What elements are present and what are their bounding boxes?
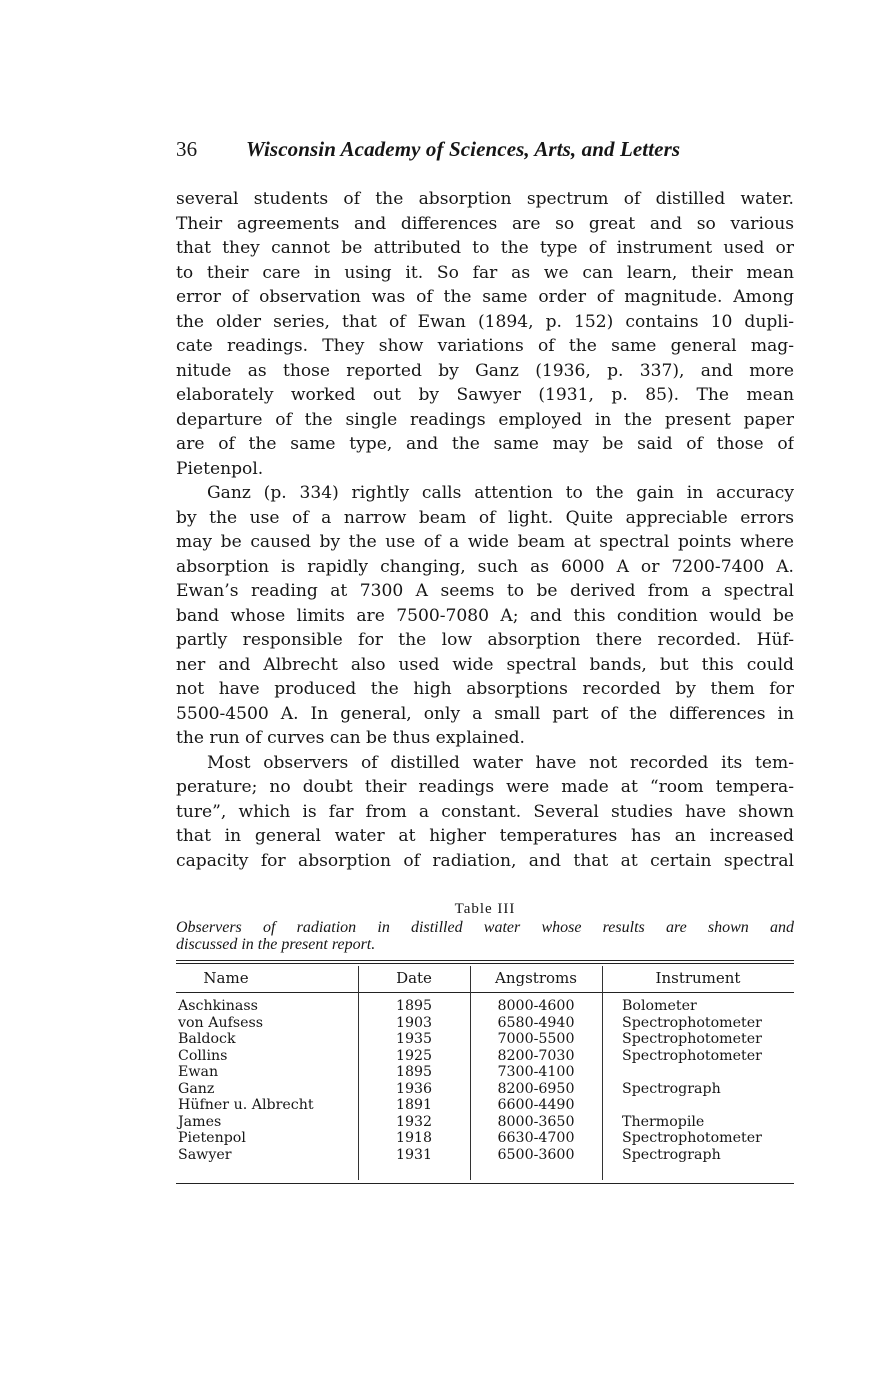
name-cell: Sawyer (178, 1146, 232, 1163)
date-cell: 1925 (395, 1047, 433, 1064)
text-line: Pietenpol. (176, 458, 264, 479)
paragraph-3 (176, 751, 794, 874)
text-line: are of the same type, and the same may be said of those of (176, 434, 794, 454)
date-cell: 1895 (395, 1064, 433, 1080)
angstroms-cell: 6580-4940 (497, 1014, 575, 1031)
date-cell: 1918 (395, 1130, 433, 1146)
name-column (178, 998, 356, 1163)
angstroms-cell: 6600-4490 (497, 1097, 575, 1113)
angstroms-column (470, 998, 602, 1163)
angstroms-cell: 6630-4700 (497, 1130, 575, 1146)
instrument-cell (622, 1097, 794, 1114)
table-caption (176, 899, 794, 953)
text-line: that in general water at higher temperatures has an increased (176, 826, 794, 846)
text-line: may be caused by the use of a wide beam at spectral points where (176, 532, 794, 552)
angstroms-cell: 8200-7030 (497, 1047, 575, 1064)
table-top-rule (176, 963, 794, 964)
text-line: Ganz (p. 334) rightly calls attention to the gain in accuracy (207, 483, 794, 503)
text-line: Their agreements and differences are so great and so various (176, 213, 794, 234)
date-column (358, 998, 470, 1163)
text-line: error of observation was of the same order of magnitude. Among (176, 287, 794, 307)
angstroms-cell: 7000-5500 (497, 1031, 575, 1047)
instrument-cell: Spectrograph (622, 1146, 721, 1163)
name-cell: Baldock (178, 1031, 236, 1047)
header-angstroms: Angstroms (495, 969, 577, 987)
date-cell: 1932 (395, 1113, 433, 1130)
text-line: that they cannot be attributed to the type of instrument used or (176, 238, 794, 258)
journal-title: Wisconsin Academy of Sciences, Arts, and Letters (246, 137, 681, 161)
caption-line: discussed in the present report. (176, 936, 376, 953)
table-top-rule (176, 960, 794, 961)
instrument-column (622, 998, 794, 1163)
text-line: Most observers of distilled water have not recorded its tem- (207, 752, 794, 773)
instrument-cell: Spectrophotometer (622, 1031, 762, 1047)
header-instrument: Instrument (655, 969, 741, 987)
date-cell: 1931 (395, 1146, 433, 1163)
text-line: partly responsible for the low absorption there recorded. Hüf- (176, 630, 794, 650)
text-line: ture”, which is far from a constant. Several studies have shown (176, 801, 794, 822)
instrument-cell: Bolometer (622, 998, 697, 1014)
angstroms-cell: 6500-3600 (497, 1146, 575, 1163)
text-line: the run of curves can be thus explained. (176, 728, 525, 748)
text-line: elaborately worked out by Sawyer (1931, p. 85). The mean (176, 385, 794, 405)
paragraph-2 (176, 481, 794, 751)
text-line: cate readings. They show variations of the same general mag- (176, 336, 794, 356)
table-title: Table III (454, 901, 516, 917)
date-cell: 1935 (395, 1031, 433, 1047)
header-date: Date (396, 969, 432, 987)
instrument-cell: Thermopile (622, 1113, 705, 1130)
angstroms-cell: 8200-6950 (497, 1080, 575, 1097)
text-line: capacity for absorption of radiation, and that at certain spectral (176, 850, 794, 871)
date-cell: 1891 (395, 1097, 433, 1113)
paragraph-1 (176, 187, 794, 481)
text-line: the older series, that of Ewan (1894, p. 152) contains 10 dupli- (176, 311, 794, 332)
name-cell: Aschkinass (178, 998, 258, 1014)
name-cell: Pietenpol (178, 1130, 246, 1146)
text-line: departure of the single readings employed in the present paper (176, 409, 794, 430)
date-cell: 1903 (395, 1014, 433, 1031)
text-line: ner and Albrecht also used wide spectral bands, but this could (176, 654, 794, 675)
header-name: Name (203, 969, 249, 987)
table-bottom-rule (176, 1183, 794, 1184)
text-line: several students of the absorption spectrum of distilled water. (176, 189, 794, 209)
instrument-cell (622, 1064, 794, 1081)
name-cell: von Aufsess (178, 1014, 264, 1031)
text-line: absorption is rapidly changing, such as 6000 A or 7200-7400 A. (176, 556, 794, 577)
header-rule (176, 992, 794, 993)
name-cell: Ewan (178, 1064, 219, 1080)
text-line: not have produced the high absorptions recorded by them for (176, 679, 794, 699)
instrument-cell: Spectrophotometer (622, 1014, 762, 1031)
name-cell: Hüfner u. Albrecht (178, 1097, 314, 1113)
date-cell: 1895 (395, 998, 433, 1014)
name-cell: James (178, 1113, 222, 1130)
instrument-cell: Spectrophotometer (622, 1130, 762, 1146)
body-text (176, 187, 794, 873)
name-cell: Collins (178, 1047, 228, 1064)
column-divider (602, 966, 603, 1180)
text-line: perature; no doubt their readings were made at “room tempera- (176, 777, 794, 797)
text-line: band whose limits are 7500-7080 A; and this condition would be (176, 605, 794, 626)
name-cell: Ganz (178, 1080, 215, 1097)
angstroms-cell: 7300-4100 (497, 1064, 575, 1080)
text-line: by the use of a narrow beam of light. Quite appreciable errors (176, 507, 794, 528)
text-line: 5500-4500 A. In general, only a small part of the differences in (176, 703, 794, 724)
instrument-cell: Spectrophotometer (622, 1047, 762, 1064)
page-number: 36 (176, 137, 198, 161)
text-line: nitude as those reported by Ganz (1936, p. 337), and more (176, 360, 794, 381)
observers-table (176, 960, 794, 1186)
caption-line: Observers of radiation in distilled water whose results are shown and (176, 919, 794, 936)
text-line: Ewan’s reading at 7300 A seems to be derived from a spectral (176, 581, 794, 601)
date-cell: 1936 (395, 1080, 433, 1097)
text-line: to their care in using it. So far as we can learn, their mean (176, 262, 794, 283)
angstroms-cell: 8000-4600 (497, 998, 575, 1014)
angstroms-cell: 8000-3650 (497, 1113, 575, 1130)
instrument-cell: Spectrograph (622, 1080, 721, 1097)
